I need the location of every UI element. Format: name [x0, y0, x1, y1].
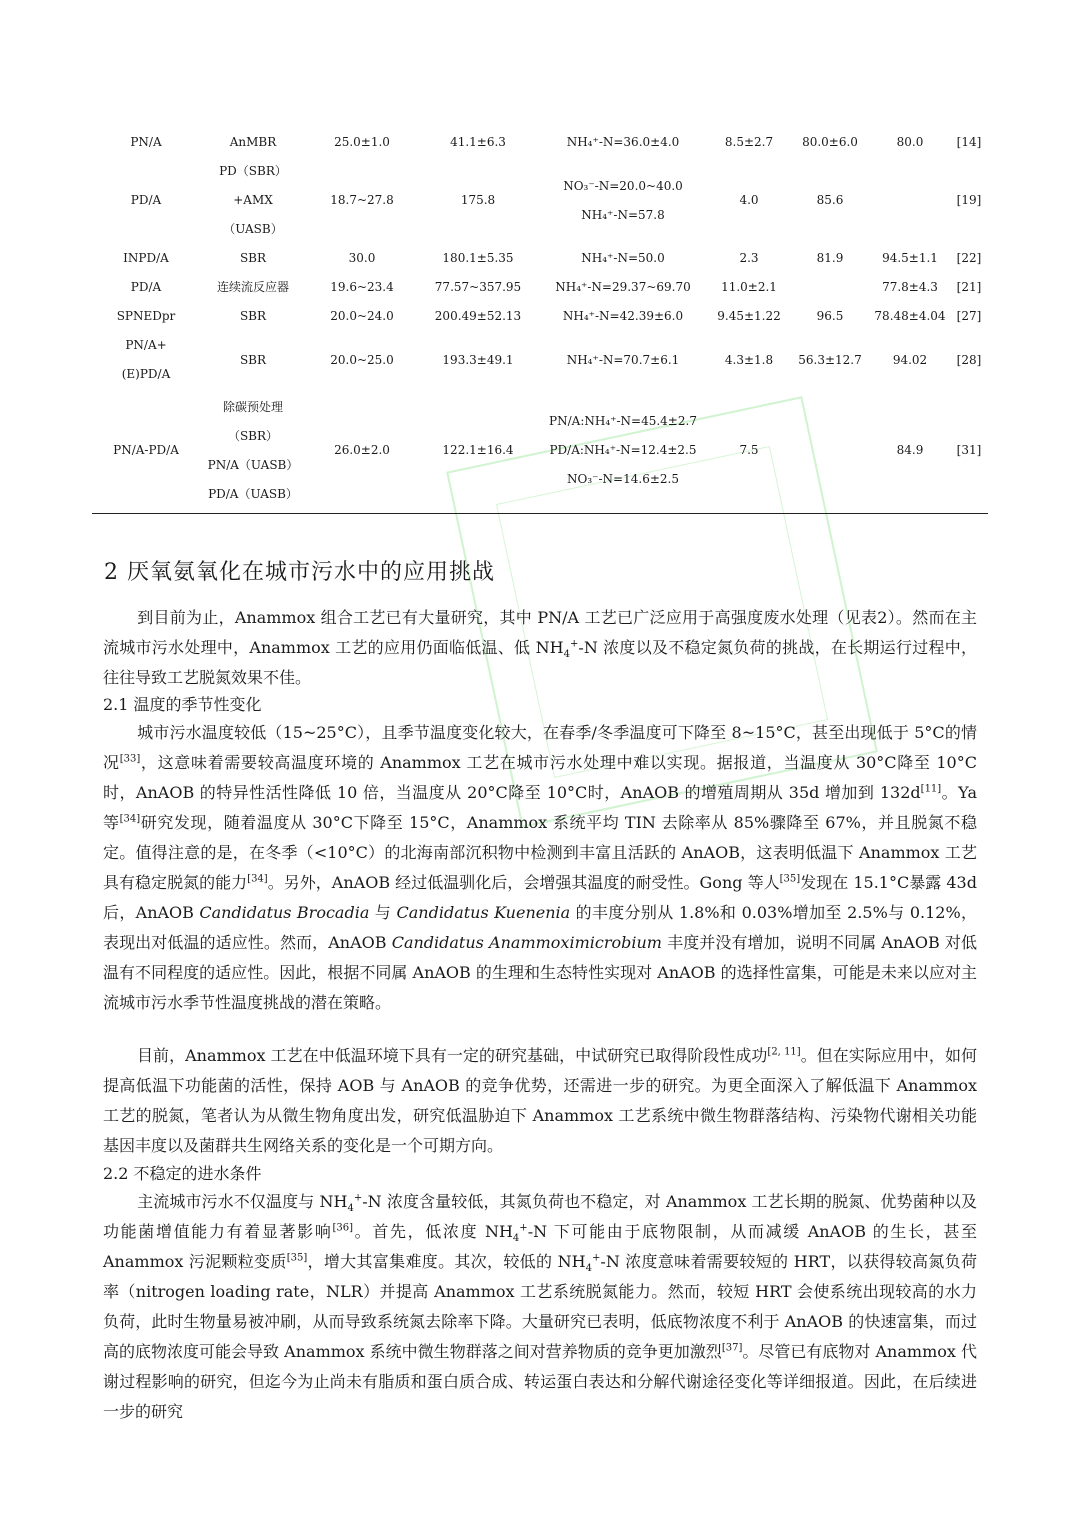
- cell-hrt: 11.0±2.1: [721, 280, 777, 294]
- cell-reactor: AnMBR: [229, 135, 277, 149]
- cell-hrt: 7.5: [708, 389, 790, 513]
- table-row: [92, 157, 988, 244]
- cell-temperature: 19.6~23.4: [330, 280, 394, 294]
- cell-hrt: 4.0: [739, 193, 759, 207]
- cell-ref: [31]: [950, 389, 988, 513]
- reactor-line: PD/A（UASB）: [208, 486, 298, 501]
- section-title: 2 厌氧氨氧化在城市污水中的应用挑战: [104, 560, 495, 585]
- cell-process: PD/A: [130, 280, 162, 294]
- cell-influent: NH₄⁺-N=70.7±6.1: [566, 352, 680, 367]
- cell-ref: [19]: [956, 193, 982, 207]
- cell-process: PN/A: [130, 135, 162, 149]
- subsection-heading-2-2: 2.2 不稳定的进水条件: [103, 1164, 262, 1183]
- cell-influent: NH₄⁺-N=36.0±4.0: [566, 135, 680, 149]
- cell-nlr: 41.1±6.3: [450, 135, 506, 149]
- influent-line: NH₄⁺-N=57.8: [581, 207, 665, 222]
- cell-hrt: 9.45±1.22: [717, 309, 781, 323]
- cell-process: SPNEDpr: [116, 309, 176, 323]
- cell-process: [92, 331, 200, 389]
- cell-ref: [28]: [956, 352, 982, 367]
- cell-reactor: 连续流反应器: [216, 280, 289, 294]
- reactor-line: （UASB）: [223, 222, 283, 236]
- cell-process: INPD/A: [123, 251, 169, 265]
- table-row: [92, 331, 988, 389]
- data-table: [92, 128, 988, 514]
- influent-line: NO₃⁻-N=14.6±2.5: [567, 472, 679, 487]
- cell-nlr: 200.49±52.13: [434, 309, 522, 323]
- process-line: PN/A+: [125, 338, 167, 352]
- cell-hrt: 4.3±1.8: [724, 352, 774, 367]
- intro-paragraph: 到目前为止，Anammox 组合工艺已有大量研究，其中 PN/A 工艺已广泛应用于高强度废水处理（见表2）。然而在主流城市污水处理中，Anammox 工艺的应用仍面临低温、低 $NH_4^+-N$ 浓度以及不稳定氮负荷的挑战，在长期运行过程中，往往导致工艺脱氮效果不佳。: [103, 608, 978, 687]
- cell-ref: [22]: [956, 251, 982, 265]
- cell-col7: [790, 389, 870, 513]
- cell-nlr: 122.1±16.4: [418, 389, 538, 513]
- cell-temperature: 25.0±1.0: [334, 135, 390, 149]
- process-line: (E)PD/A: [121, 367, 171, 381]
- reactor-line: （SBR）: [227, 428, 279, 443]
- subsection-heading-2-1: 2.1 温度的季节性变化: [103, 695, 262, 714]
- cell-col7: 96.5: [816, 309, 844, 323]
- paragraph-influent: 主流城市污水不仅温度与 $NH_4^+-N$ 浓度含量较低，其氮负荷也不稳定，对 Anammox 工艺长期的脱氮、优势菌种以及功能菌增值能力有着显著影响[36]。首先，低浓度 $NH_4^+-N$ 下可能由于底物限制，从而减缓 AnAOB 的生长，甚至 Anammox 污泥颗粒变质[35]，增大其富集难度。其次，较低的 $NH_4^+-N$ 浓度意味着需要较短的 HRT，以获得较高氮负荷率（nitrogen loading rate，NLR）并提高 Anammox 工艺系统脱氮能力。然而，较短 HRT 会使系统出现较高的水力负荷，此时生物量易被冲刷，从而导致系统氮去除率下降。大量研究已表明，低底物浓度不利于 AnAOB 的快速富集，而过高的底物浓度可能会导致 Anammox 系统中微生物群落之间对营养物质的竞争更加激烈[37]。尽管已有底物对 Anammox 代谢过程影响的研究，但迄今为止尚未有脂质和蛋白质合成、转运蛋白表达和分解代谢途径变化等详细报道。因此，在后续进一步的研究: [103, 1192, 977, 1421]
- influent-line: PN/A:NH₄⁺-N=45.4±2.7: [549, 414, 697, 429]
- reactor-line: +AMX: [233, 193, 273, 207]
- cell-reactor: SBR: [239, 251, 267, 265]
- influent-line: PD/A:NH₄⁺-N=12.4±2.5: [549, 443, 697, 458]
- cell-col7: 81.9: [816, 251, 844, 265]
- cell-nlr: 180.1±5.35: [442, 251, 514, 265]
- cell-ref: [27]: [956, 309, 982, 323]
- table-row: [92, 389, 988, 513]
- cell-nlr: 175.8: [460, 193, 496, 207]
- cell-influent: [538, 157, 708, 244]
- cell-col8: 77.8±4.3: [882, 280, 938, 294]
- cell-reactor: SBR: [239, 309, 267, 323]
- cell-col8: 94.02: [892, 352, 928, 367]
- paragraph-research-status: 目前，Anammox 工艺在中低温环境下具有一定的研究基础，中试研究已取得阶段性成功[2, 11]。但在实际应用中，如何提高低温下功能菌的活性，保持 AOB 与 AnAOB 的竞争优势，还需进一步的研究。为更全面深入了解低温下 Anammox 工艺的脱氮，笔者认为从微生物角度出发，研究低温胁迫下 Anammox 工艺系统中微生物群落结构、污染物代谢相关功能基因丰度以及菌群共生网络关系的变化是一个可期方向。: [103, 1046, 977, 1155]
- cell-temperature: 30.0: [348, 251, 376, 265]
- cell-nlr: 77.57~357.95: [434, 280, 522, 294]
- reactor-line: 除碳预处理: [222, 399, 283, 414]
- table-row: [92, 273, 988, 302]
- cell-influent: NH₄⁺-N=29.37~69.70: [555, 280, 691, 294]
- cell-hrt: 2.3: [739, 251, 759, 265]
- cell-col7: 56.3±12.7: [798, 352, 862, 367]
- cell-nlr: 193.3±49.1: [442, 352, 514, 367]
- table-row: [92, 128, 988, 157]
- cell-col7: [790, 273, 870, 302]
- cell-col8: 84.9: [870, 389, 950, 513]
- cell-col8: 78.48±4.04: [874, 309, 946, 323]
- cell-influent: NH₄⁺-N=50.0: [581, 251, 665, 265]
- cell-hrt: 8.5±2.7: [724, 135, 774, 149]
- cell-reactor: SBR: [239, 352, 267, 367]
- cell-temperature: 20.0~25.0: [330, 352, 394, 367]
- cell-col8: [870, 157, 950, 244]
- cell-ref: [21]: [956, 280, 982, 294]
- cell-col7: 85.6: [816, 193, 844, 207]
- cell-col8: 94.5±1.1: [882, 251, 938, 265]
- table-row: [92, 244, 988, 273]
- cell-process: PD/A: [130, 193, 162, 207]
- cell-reactor: [200, 157, 306, 244]
- cell-ref: [14]: [956, 135, 982, 149]
- cell-influent: [538, 389, 708, 513]
- influent-line: NO₃⁻-N=20.0~40.0: [563, 178, 683, 193]
- table-row: [92, 302, 988, 331]
- cell-influent: NH₄⁺-N=42.39±6.0: [562, 309, 684, 323]
- paragraph-temperature: 城市污水温度较低（15~25°C），且季节温度变化较大，在春季/冬季温度可下降至 8~15°C，甚至出现低于 5°C的情况[33]，这意味着需要较高温度环境的 Anammox 工艺在城市污水处理中难以实现。据报道，当温度从 30°C降至 10°C时，AnAOB 的特异性活性降低 10 倍，当温度从 20°C降至 10°C时，AnAOB 的增殖周期从 35d 增加到 132d[11]。Ya 等[34]研究发现，随着温度从 30°C下降至 15°C，Anammox 系统平均 TIN 去除率从 85%骤降至 67%，并且脱氮不稳定。值得注意的是，在冬季（<10°C）的北海南部沉积物中检测到丰富且活跃的 AnAOB，这表明低温下 Anammox 工艺具有稳定脱氮的能力[34]。另外，AnAOB 经过低温驯化后，会增强其温度的耐受性。Gong 等人[35]发现在 15.1°C暴露 43d 后，AnAOB Candidatus Brocadia 与 Candidatus Kuenenia 的丰度分别从 1.8%和 0.03%增加至 2.5%与 0.12%，表现出对低温的适应性。然而，AnAOB Candidatus Anammoximicrobium 丰度并没有增加，说明不同属 AnAOB 对低温有不同程度的适应性。因此，根据不同属 AnAOB 的生理和生态特性实现对 AnAOB 的选择性富集，可能是未来以应对主流城市污水季节性温度挑战的潜在策略。: [103, 723, 977, 1012]
- cell-col7: 80.0±6.0: [802, 135, 858, 149]
- reactor-line: PD（SBR）: [219, 164, 287, 178]
- cell-temperature: 20.0~24.0: [330, 309, 394, 323]
- cell-process: PN/A-PD/A: [92, 389, 200, 513]
- cell-reactor: [200, 389, 306, 513]
- cell-col8: 80.0: [896, 135, 924, 149]
- cell-temperature: 26.0±2.0: [306, 389, 418, 513]
- reactor-line: PN/A（UASB）: [207, 457, 299, 472]
- cell-temperature: 18.7~27.8: [330, 193, 394, 207]
